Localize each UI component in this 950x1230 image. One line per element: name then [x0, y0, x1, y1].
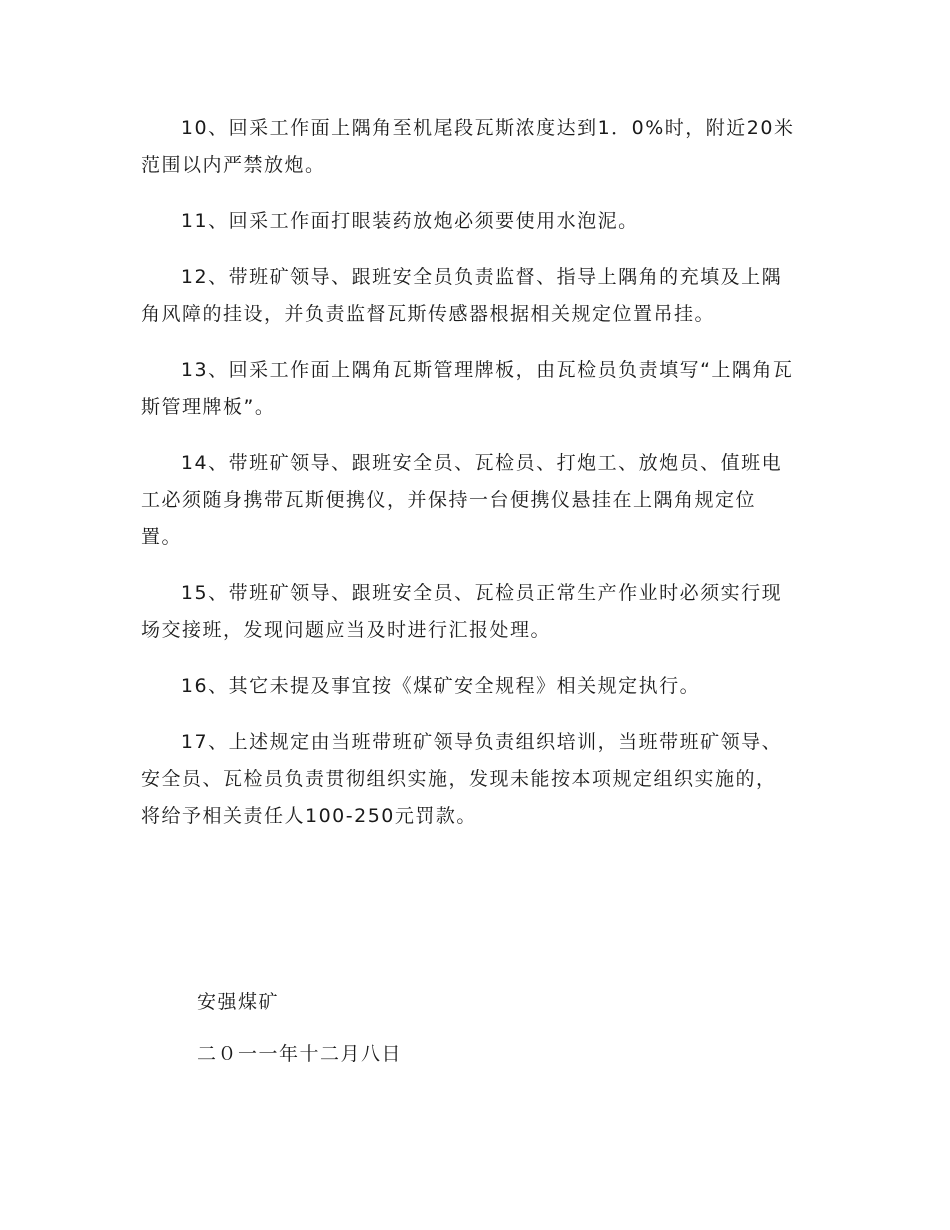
paragraph-item-12: 12、带班矿领导、跟班安全员负责监督、指导上隅角的充填及上隅角风障的挂设，并负责监督瓦斯传感器根据相关规定位置吊挂。 [141, 266, 783, 325]
paragraph-item-16: 16、其它未提及事宜按《煤矿安全规程》相关规定执行。 [180, 675, 701, 697]
document-body [141, 110, 796, 854]
paragraph-item-14: 14、带班矿领导、跟班安全员、瓦检员、打炮工、放炮员、值班电工必须随身携带瓦斯便携仪，并保持一台便携仪悬挂在上隅角规定位置。 [141, 452, 783, 548]
signature-date: 二０一一年十二月八日 [197, 1043, 403, 1065]
paragraph-item-10: 10、回采工作面上隅角至机尾段瓦斯浓度达到1．0%时，附近20米范围以内严禁放炮。 [141, 117, 795, 176]
paragraph-item-11: 11、回采工作面打眼装药放炮必须要使用水泡泥。 [180, 210, 639, 232]
paragraph-item-13: 13、回采工作面上隅角瓦斯管理牌板，由瓦检员负责填写“上隅角瓦斯管理牌板”。 [141, 359, 794, 418]
paragraph-item-15: 15、带班矿领导、跟班安全员、瓦检员正常生产作业时必须实行现场交接班，发现问题应当及时进行汇报处理。 [141, 582, 783, 641]
paragraph-item-17: 17、上述规定由当班带班矿领导负责组织培训，当班带班矿领导、安全员、瓦检员负责贯彻组织实施，发现未能按本项规定组织实施的，将给予相关责任人100-250元罚款。 [141, 731, 783, 827]
signature-organization: 安强煤矿 [197, 991, 280, 1013]
